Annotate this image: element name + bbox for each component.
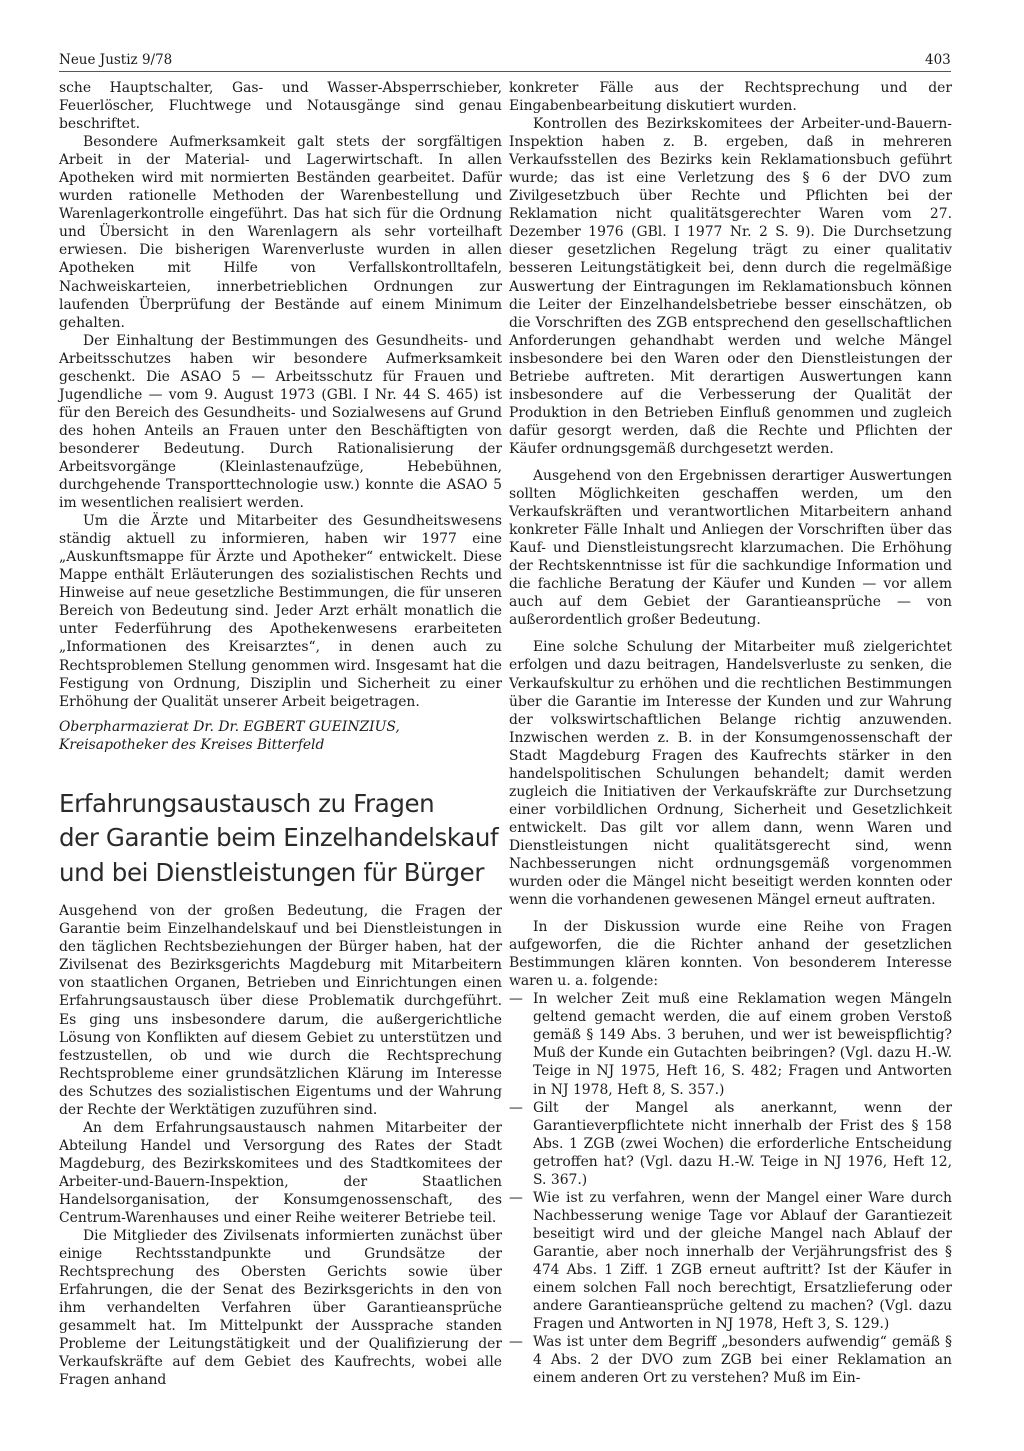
dash-bullet: — [509,1334,523,1351]
right-column [509,79,952,1387]
article-title-line: Erfahrungsaustausch zu Fragen [59,788,435,818]
question-text: Gilt der Mangel als anerkannt, wenn der Garantieverpflichtete nicht innerhalb der Frist des § 158 Abs. 1 ZGB (zwei Wochen) die erforderliche Entscheidung getroffen hat? (Vgl. dazu H.-W. Teige in NJ 1976, Heft 12, S. 367.) [533,1099,952,1188]
paragraph: In der Diskussion wurde eine Reihe von Fragen aufgeworfen, die die Richter anhand der gesetzlichen Bestimmungen klären konnten. Von besonderem Interesse waren u. a. folgende: [509,919,952,990]
paragraph: Eine solche Schulung der Mitarbeiter muß zielgerichtet erfolgen und dazu beitragen, Handelsverluste zu senken, die Verkaufskultur zu erhöhen und die rechtlichen Bestimmungen über die Garantie im Interesse der Kunden und zur Wahrung der volkswirtschaftlichen Belange richtig anzuwenden. Inzwischen werden z. B. in der Konsumgenossenschaft der Stadt Magdeburg Fragen des Kaufrechts stärker in den handelspolitischen Schulungen behandelt; damit werden zugleich die Initiativen der Verkaufskräfte zur Durchsetzung einer vorbildlichen Ordnung, Sicherheit und Gesetzlichkeit entwickelt. Das gilt vor allem dann, wenn Waren und Dienstleistungen nicht qualitätsgerecht sind, wenn Nachbesserungen nicht ordnungsgemäß vorgenommen wurden oder die Mängel nicht beseitigt werden konnten oder wenn die vorhandenen gewesenen Mängel erneut auftraten. [509,639,952,909]
journal-issue-label: Neue Justiz 9/78 [59,52,173,68]
question-item [509,1099,952,1189]
left-column [59,79,502,1390]
question-item [509,990,952,1098]
article-title-line: und bei Dienstleistungen für Bürger [59,857,485,887]
author-signature [59,718,502,754]
question-text: Wie ist zu verfahren, wenn der Mangel einer Ware durch Nachbesserung wenige Tage vor Ablauf der Garantiezeit beseitigt wird und der gleiche Mangel nach Ablauf der Garantie, aber noch innerhalb der Verjährungsfrist des § 474 Abs. 1 Ziff. 1 ZGB erneut auftritt? Ist der Käufer in einem solchen Fall noch berechtigt, Ersatzlieferung oder andere Garantieansprüche geltend zu machen? (Vgl. dazu Fragen und Antworten in NJ 1978, Heft 3, S. 129.) [533,1189,952,1333]
question-text: Was ist unter dem Begriff „besonders aufwendig“ gemäß § 4 Abs. 2 der DVO zum ZGB bei einer Reklamation an einem anderen Ort zu verstehen? Muß im Ein- [533,1334,952,1387]
paragraph-continued: konkreter Fälle aus der Rechtsprechung und der Eingabenbearbeitung diskutiert wurden. [509,80,952,115]
header-rule [59,71,951,72]
paragraph: Besondere Aufmerksamkeit galt stets der sorgfältigen Arbeit in der Material- und Lagerwirtschaft. In allen Apotheken wird mit normierten Beständen gearbeitet. Dafür wurden rationelle Methoden der Warenbestellung und Warenlagerkontrolle eingeführt. Das hat sich für die Ordnung und Übersicht in den Warenlagern als sehr vorteilhaft erwiesen. Die bisherigen Warenverluste wurden in allen Apotheken mit Hilfe von Verfallskontrolltafeln, Nachweiskarteien, innerbetrieblichen Ordnungen zur laufenden Überprüfung der Bestände auf einem Minimum gehalten. [59,134,502,331]
paragraph: An dem Erfahrungsaustausch nahmen Mitarbeiter der Abteilung Handel und Versorgung des Rates der Stadt Magdeburg, des Bezirkskomitees und des Stadtkomitees der Arbeiter-und-Bauern-Inspektion, der Staatlichen Handelsorganisation, der Konsumgenossenschaft, des Centrum-Warenhauses und einer Reihe weiterer Betriebe teil. [59,1119,502,1227]
article-title [59,787,502,891]
paragraph: Ausgehend von den Ergebnissen derartiger Auswertungen sollten Möglichkeiten geschaffen werden, um den Verkaufskräften und verantwortlichen Mitarbeitern anhand konkreter Fälle Inhalt und Anliegen der Vorschriften über das Kauf- und Dienstleistungsrecht klarzumachen. Die Erhöhung der Rechtskenntnisse ist für die sachkundige Information und die fachliche Beratung der Käufer und Kunden — vor allem auch auf dem Gebiet der Garantieansprüche — von außerordentlich großer Bedeutung. [509,467,952,629]
paragraph-continued: sche Hauptschalter, Gas- und Wasser-Absperrschieber, Feuerlöscher, Fluchtwege und Notausgänge sind genau beschriftet. [59,80,502,133]
page-number: 403 [925,52,951,68]
dash-bullet: — [509,1189,523,1206]
dash-bullet: — [509,991,523,1008]
paragraph: Ausgehend von der großen Bedeutung, die Fragen der Garantie beim Einzelhandelskauf und bei Dienstleistungen in den täglichen Rechtsbeziehungen der Bürger haben, hat der Zivilsenat des Bezirksgerichts Magdeburg mit Mitarbeitern von staatlichen Organen, Betrieben und Einrichtungen einen Erfahrungsaustausch über diese Problematik durchgeführt. Es ging uns insbesondere darum, die außergerichtliche Lösung von Konflikten auf diesem Gebiet zu unterstützen und festzustellen, ob und wie durch die Rechtsprechung Rechtsprobleme einer grundsätzlichen Klärung im Interesse des Schutzes des sozialistischen Eigentums und der Wahrung der Rechte der Werktätigen zuzuführen sind. [59,903,502,1118]
author-title: Kreisapotheker des Kreises Bitterfeld [59,736,325,753]
paragraph: Die Mitglieder des Zivilsenats informierten zunächst über einige Rechtsstandpunkte und Grundsätze der Rechtsprechung des Obersten Gerichts sowie über Erfahrungen, die der Senat des Bezirksgerichts in den von ihm verhandelten Verfahren über Garantieansprüche gesammelt hat. Im Mittelpunkt der Aussprache standen Probleme der Leitungstätigkeit und der Qualifizierung der Verkaufskräfte auf dem Gebiet des Kaufrechts, wobei alle Fragen anhand [59,1228,502,1389]
dash-bullet: — [509,1099,523,1116]
question-text: In welcher Zeit muß eine Reklamation wegen Mängeln geltend gemacht werden, die auf einem groben Verstoß gemäß § 149 Abs. 3 beruhen, und wer ist beweispflichtig? Muß der Kunde ein Gutachten beibringen? (Vgl. dazu H.-W. Teige in NJ 1975, Heft 16, S. 482; Fragen und Antworten in NJ 1978, Heft 8, S. 357.) [533,991,952,1098]
paragraph: Der Einhaltung der Bestimmungen des Gesundheits- und Arbeitsschutzes haben wir besondere Aufmerksamkeit geschenkt. Die ASAO 5 — Arbeitsschutz für Frauen und Jugendliche — vom 9. August 1973 (GBl. I Nr. 44 S. 465) ist für den Bereich des Gesundheits- und Sozialwesens auf Grund des hohen Anteils an Frauen unter den Beschäftigten von besonderer Bedeutung. Durch Rationalisierung der Arbeitsvorgänge (Kleinlastenaufzüge, Hebebühnen, durchgehende Transporttechnologie usw.) konnte die ASAO 5 im wesentlichen realisiert werden. [59,332,502,512]
question-item [509,1333,952,1387]
paragraph: Kontrollen des Bezirkskomitees der Arbeiter-und-Bauern-Inspektion haben z. B. ergeben, daß in mehreren Verkaufsstellen des Bezirks kein Reklamationsbuch geführt wurde; das ist eine Verletzung des § 6 der DVO zum Zivilgesetzbuch über Rechte und Pflichten bei der Reklamation nicht qualitätsgerechter Waren vom 27. Dezember 1976 (GBl. I 1977 Nr. 2 S. 9). Die Durchsetzung dieser gesetzlichen Regelung trägt zu einer qualitativ besseren Leitungstätigkeit bei, denn durch die regelmäßige Auswertung der Eintragungen im Reklamationsbuch können die Leiter der Einzelhandelsbetriebe besser einschätzen, ob die Vorschriften des ZGB entsprechend den gesellschaftlichen Anforderungen gehandhabt werden und welche Mängel insbesondere bei den Waren oder den Dienstleistungen der Betriebe auftreten. Mit derartigen Auswertungen kann insbesondere auf die Verbesserung der Qualität der Produktion in den Betrieben Einfluß genommen und zugleich dafür gesorgt werden, daß die Rechte und Pflichten der Käufer ordnungsgemäß durchgesetzt werden. [509,116,952,457]
question-item [509,1189,952,1333]
question-list [509,990,952,1387]
paragraph: Um die Ärzte und Mitarbeiter des Gesundheitswesens ständig aktuell zu informieren, haben wir 1977 eine „Auskunftsmappe für Ärzte und Apotheker“ entwickelt. Diese Mappe enthält Erläuterungen des sozialistischen Rechts und Hinweise auf neue gesetzliche Bestimmungen, die für unseren Bereich von Bedeutung sind. Jeder Arzt erhält monatlich die unter Federführung des Apothekenwesens erarbeiteten „Informationen des Kreisarztes“, in denen auch zu Rechtsproblemen Stellung genommen wird. Insgesamt hat die Festigung von Ordnung, Disziplin und Sicherheit zu einer Erhöhung der Qualität unserer Arbeit beigetragen. [59,513,502,710]
article-title-line: der Garantie beim Einzelhandelskauf [59,823,499,853]
author-name: Oberpharmazierat Dr. Dr. EGBERT GUEINZIUS, [59,718,400,735]
